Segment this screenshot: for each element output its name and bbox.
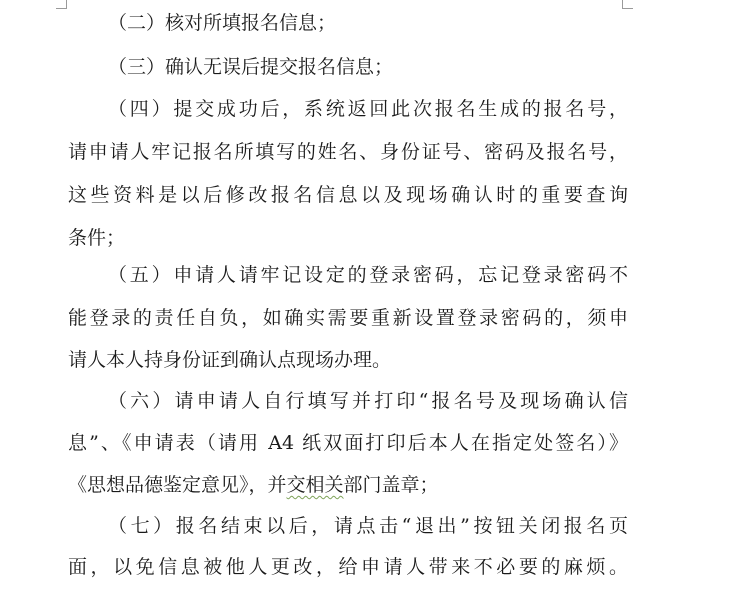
paragraph-4-line-1: （四）提交成功后，系统返回此次报名生成的报名号，: [108, 98, 628, 120]
paragraph-4-line-2: 请申请人牢记报名所填写的姓名、身份证号、密码及报名号，: [68, 141, 628, 163]
paragraph-4-line-4: 条件；: [68, 227, 126, 249]
paragraph-6-line-1: （六）请申请人自行填写并打印“报名号及现场确认信: [108, 390, 628, 412]
paragraph-6-line-2: 息”、《申请表（请用 A4 纸双面打印后本人在指定处签名）》: [68, 432, 628, 454]
paragraph-4-line-3: 这些资料是以后修改报名信息以及现场确认时的重要查询: [68, 184, 628, 206]
crop-mark-top-left-vertical: [66, 0, 67, 8]
paragraph-7-line-1: （七）报名结束以后，请点击“退出”按钮关闭报名页: [108, 515, 628, 537]
spelling-check-squiggle: 交相关: [286, 474, 344, 496]
paragraph-6-line-3: [68, 472, 628, 498]
crop-mark-top-right-horizontal: [622, 8, 633, 9]
crop-mark-top-right-vertical: [622, 0, 623, 8]
paragraph-6-line-3-part-3: 部门盖章；: [343, 474, 439, 496]
paragraph-5-line-1: （五）申请人请牢记设定的登录密码，忘记登录密码不: [108, 264, 628, 286]
paragraph-5-line-3: 请人本人持身份证到确认点现场办理。: [68, 349, 392, 371]
paragraph-7-line-2: 面，以免信息被他人更改，给申请人带来不必要的麻烦。: [68, 556, 628, 578]
paragraph-5-line-2: 能登录的责任自负，如确实需要重新设置登录密码的，须申: [68, 307, 628, 329]
crop-mark-top-left-horizontal: [56, 8, 67, 9]
paragraph-6-line-3-part-1: 《思想品德鉴定意见》，并: [68, 474, 287, 496]
paragraph-2-line-1: （二）核对所填报名信息；: [108, 12, 337, 34]
paragraph-3-line-1: （三）确认无误后提交报名信息；: [108, 56, 394, 78]
